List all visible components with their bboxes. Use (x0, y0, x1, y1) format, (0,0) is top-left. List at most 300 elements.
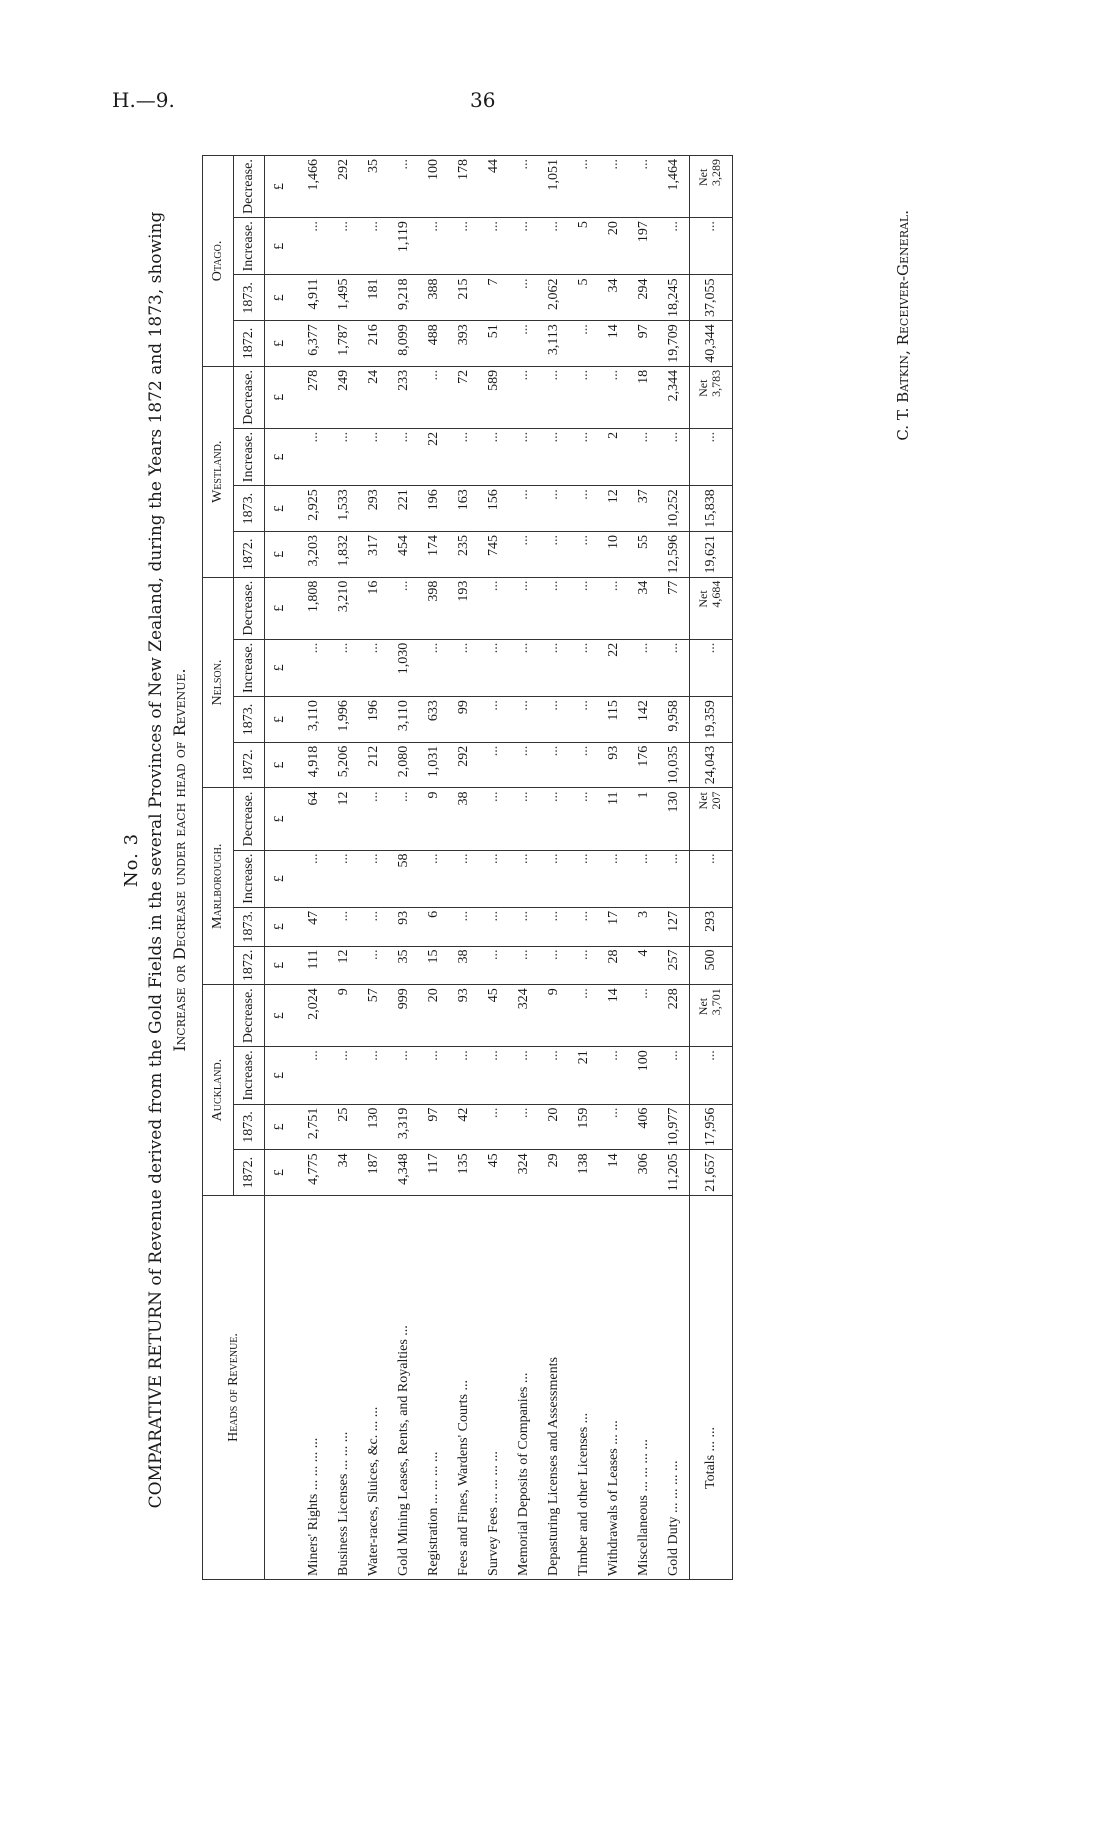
table-cell: 215 (449, 275, 479, 321)
table-cell: 12 (599, 486, 629, 532)
table-cell: ... (539, 531, 569, 577)
totals-cell: ... (690, 1047, 733, 1104)
table-cell: 9,218 (389, 275, 419, 321)
table-cell: 115 (599, 697, 629, 743)
page-number: 36 (470, 88, 496, 112)
table-cell: 197 (629, 218, 659, 275)
revenue-head: Timber and other Licenses ... (569, 1196, 599, 1580)
table-cell: 2,925 (295, 486, 329, 532)
totals-row (690, 156, 733, 1580)
table-cell: 174 (419, 531, 449, 577)
table-cell: ... (569, 639, 599, 696)
table-cell: 97 (419, 1104, 449, 1150)
unit-symbol: £ (265, 428, 296, 485)
net-total: Net 3,289 (696, 159, 723, 186)
table-cell: 51 (479, 321, 509, 367)
table-row (329, 156, 359, 1580)
unit-symbol: £ (265, 907, 296, 946)
table-cell: 11,205 (659, 1150, 690, 1196)
table-cell: ... (539, 907, 569, 946)
table-cell: 16 (359, 577, 389, 639)
table-row (509, 156, 539, 1580)
revenue-head: Fees and Fines, Wardens' Courts ... (449, 1196, 479, 1580)
table-cell: ... (479, 639, 509, 696)
table-cell: ... (479, 428, 509, 485)
table-cell: ... (569, 788, 599, 850)
table-cell: ... (449, 907, 479, 946)
table-cell: 3,210 (329, 577, 359, 639)
table-subtitle: Increase or Decrease under each head of Revenue. (170, 668, 189, 1052)
table-cell: ... (509, 788, 539, 850)
table-cell: 99 (449, 697, 479, 743)
table-cell: 20 (419, 985, 449, 1047)
table-cell: 4,775 (295, 1150, 329, 1196)
table-cell: ... (509, 366, 539, 428)
unit-symbol: £ (265, 321, 296, 367)
table-cell: 221 (389, 486, 419, 532)
province-header: Auckland. (203, 985, 234, 1196)
table-cell: 138 (569, 1150, 599, 1196)
table-cell: ... (389, 428, 419, 485)
table-cell: ... (539, 428, 569, 485)
year-column-header: 1872. (234, 531, 265, 577)
table-cell: ... (359, 639, 389, 696)
table-cell: 29 (539, 1150, 569, 1196)
table-cell: 1,119 (389, 218, 419, 275)
table-cell: 187 (359, 1150, 389, 1196)
table-cell: ... (539, 577, 569, 639)
table-cell: 398 (419, 577, 449, 639)
province-header: Westland. (203, 366, 234, 577)
table-cell: ... (599, 850, 629, 907)
table-cell: ... (629, 850, 659, 907)
table-cell: 393 (449, 321, 479, 367)
province-header: Marlborough. (203, 788, 234, 985)
table-cell: ... (329, 428, 359, 485)
page-ref: H.—9. (112, 88, 175, 112)
table-cell: 10,035 (659, 742, 690, 788)
table-cell: ... (329, 639, 359, 696)
year-column-header: 1873. (234, 1104, 265, 1150)
table-cell: 45 (479, 1150, 509, 1196)
year-column-header: Increase. (234, 1047, 265, 1104)
table-cell: 406 (629, 1104, 659, 1150)
table-cell: 163 (449, 486, 479, 532)
table-cell: 12 (329, 788, 359, 850)
totals-cell: 19,621 (690, 531, 733, 577)
table-cell: 292 (449, 742, 479, 788)
table-cell: 278 (295, 366, 329, 428)
table-cell: 1,495 (329, 275, 359, 321)
table-cell: ... (509, 275, 539, 321)
table-cell: ... (359, 1047, 389, 1104)
year-column-header: 1872. (234, 1150, 265, 1196)
table-cell: ... (295, 218, 329, 275)
table-cell: ... (659, 850, 690, 907)
table-cell: 1,808 (295, 577, 329, 639)
revenue-head: Water-races, Sluices, &c. ... ... (359, 1196, 389, 1580)
table-cell: 20 (599, 218, 629, 275)
totals-cell: 15,838 (690, 486, 733, 532)
table-cell: 2,344 (659, 366, 690, 428)
table-cell: 4,918 (295, 742, 329, 788)
table-cell: 64 (295, 788, 329, 850)
table-cell: ... (509, 946, 539, 985)
signature: C. T. Batkin, Receiver-General. (894, 210, 912, 441)
table-cell: 14 (599, 321, 629, 367)
table-cell: ... (539, 639, 569, 696)
table-cell: 19,709 (659, 321, 690, 367)
table-cell: 2,751 (295, 1104, 329, 1150)
table-cell: 35 (359, 156, 389, 218)
table-cell: ... (419, 1047, 449, 1104)
table-cell: 1,031 (419, 742, 449, 788)
year-column-header: 1872. (234, 321, 265, 367)
revenue-head: Gold Mining Leases, Rents, and Royalties ... (389, 1196, 419, 1580)
table-cell: 77 (659, 577, 690, 639)
table-cell: 14 (599, 985, 629, 1047)
table-cell: ... (509, 1047, 539, 1104)
totals-cell (690, 985, 733, 1047)
unit-symbol: £ (265, 946, 296, 985)
table-cell: 176 (629, 742, 659, 788)
table-row (569, 156, 599, 1580)
table-cell: 3,203 (295, 531, 329, 577)
table-cell: 4,348 (389, 1150, 419, 1196)
year-column-header: 1873. (234, 697, 265, 743)
heads-of-revenue-header: Heads of Revenue. (203, 1196, 265, 1580)
table-cell: ... (509, 742, 539, 788)
year-column-header: Decrease. (234, 788, 265, 850)
table-cell: 1,533 (329, 486, 359, 532)
table-cell: 235 (449, 531, 479, 577)
table-cell: ... (359, 850, 389, 907)
table-cell: ... (539, 366, 569, 428)
table-cell: 193 (449, 577, 479, 639)
table-cell: 34 (599, 275, 629, 321)
unit-symbol: £ (265, 218, 296, 275)
table-row (479, 156, 509, 1580)
table-cell: ... (599, 156, 629, 218)
table-cell: 130 (359, 1104, 389, 1150)
table-cell: 45 (479, 985, 509, 1047)
table-cell: 100 (419, 156, 449, 218)
table-cell: 42 (449, 1104, 479, 1150)
revenue-head: Memorial Deposits of Companies ... (509, 1196, 539, 1580)
table-cell: ... (569, 577, 599, 639)
table-cell: 3,319 (389, 1104, 419, 1150)
revenue-head: Survey Fees ... ... ... ... (479, 1196, 509, 1580)
table-cell: 1,787 (329, 321, 359, 367)
table-cell: 181 (359, 275, 389, 321)
totals-cell: 21,657 (690, 1150, 733, 1196)
table-cell: 35 (389, 946, 419, 985)
revenue-head: Registration ... ... ... ... (419, 1196, 449, 1580)
table-cell: 3,110 (295, 697, 329, 743)
table-cell: 6,377 (295, 321, 329, 367)
table-cell: ... (629, 156, 659, 218)
table-cell: 1,996 (329, 697, 359, 743)
table-cell: ... (479, 1047, 509, 1104)
year-column-header: Increase. (234, 850, 265, 907)
table-cell: 1,051 (539, 156, 569, 218)
table-cell: ... (569, 366, 599, 428)
revenue-head: Miners' Rights ... ... ... ... (295, 1196, 329, 1580)
table-cell: 488 (419, 321, 449, 367)
table-cell: 306 (629, 1150, 659, 1196)
table-row (359, 156, 389, 1580)
table-cell: 37 (629, 486, 659, 532)
table-row (389, 156, 419, 1580)
table-cell: 8,099 (389, 321, 419, 367)
table-cell: ... (659, 639, 690, 696)
totals-cell: 500 (690, 946, 733, 985)
table-cell: 44 (479, 156, 509, 218)
table-cell: 2,024 (295, 985, 329, 1047)
table-cell: 4 (629, 946, 659, 985)
table-cell: ... (359, 788, 389, 850)
table-cell: ... (479, 218, 509, 275)
table-cell: 216 (359, 321, 389, 367)
table-row (539, 156, 569, 1580)
table-cell: ... (509, 907, 539, 946)
table-cell: 292 (329, 156, 359, 218)
table-cell: 130 (659, 788, 690, 850)
table-cell: ... (509, 428, 539, 485)
table-cell: ... (419, 639, 449, 696)
table-cell: 21 (569, 1047, 599, 1104)
table-cell: ... (449, 428, 479, 485)
table-cell: 196 (359, 697, 389, 743)
totals-cell: ... (690, 218, 733, 275)
unit-symbol: £ (265, 1150, 296, 1196)
table-cell: 9 (419, 788, 449, 850)
table-cell: 1,832 (329, 531, 359, 577)
table-cell: 7 (479, 275, 509, 321)
table-cell: 999 (389, 985, 419, 1047)
table-cell: ... (359, 907, 389, 946)
table-cell: 57 (359, 985, 389, 1047)
table-cell: 20 (539, 1104, 569, 1150)
unit-symbol: £ (265, 275, 296, 321)
unit-symbol: £ (265, 531, 296, 577)
table-cell: ... (599, 366, 629, 428)
unit-symbol: £ (265, 850, 296, 907)
table-cell: 454 (389, 531, 419, 577)
table-cell: 159 (569, 1104, 599, 1150)
table-cell: ... (569, 321, 599, 367)
table-row (599, 156, 629, 1580)
table-cell: ... (479, 907, 509, 946)
totals-cell: ... (690, 428, 733, 485)
table-cell: 22 (599, 639, 629, 696)
table-cell: 388 (419, 275, 449, 321)
table-cell: ... (569, 907, 599, 946)
table-cell: 249 (329, 366, 359, 428)
table-cell: 745 (479, 531, 509, 577)
table-row (419, 156, 449, 1580)
table-cell: ... (329, 907, 359, 946)
unit-symbol: £ (265, 985, 296, 1047)
year-column-header: 1872. (234, 946, 265, 985)
totals-cell (690, 156, 733, 218)
table-cell: ... (599, 1104, 629, 1150)
table-cell: ... (629, 985, 659, 1047)
table-cell: ... (629, 639, 659, 696)
table-cell: 294 (629, 275, 659, 321)
table-cell: ... (449, 1047, 479, 1104)
table-cell: ... (419, 218, 449, 275)
table-cell: ... (569, 156, 599, 218)
table-cell: ... (295, 850, 329, 907)
table-cell: ... (569, 946, 599, 985)
table-cell: ... (295, 639, 329, 696)
table-cell: ... (479, 788, 509, 850)
unit-symbol: £ (265, 366, 296, 428)
table-cell: 25 (329, 1104, 359, 1150)
table-cell: 212 (359, 742, 389, 788)
table-cell: ... (509, 697, 539, 743)
totals-cell: 19,359 (690, 697, 733, 743)
totals-label: Totals ... ... (690, 1196, 733, 1580)
table-cell: ... (509, 531, 539, 577)
table-cell: 9 (329, 985, 359, 1047)
table-cell: ... (599, 1047, 629, 1104)
table-cell: 6 (419, 907, 449, 946)
table-cell: ... (509, 850, 539, 907)
table-cell: 28 (599, 946, 629, 985)
table-cell: 293 (359, 486, 389, 532)
table-cell: ... (479, 850, 509, 907)
table-cell: ... (659, 218, 690, 275)
table-cell: 9,958 (659, 697, 690, 743)
table-cell: ... (509, 639, 539, 696)
table-cell: ... (569, 985, 599, 1047)
revenue-head: Business Licenses ... ... ... (329, 1196, 359, 1580)
table-cell: ... (359, 218, 389, 275)
table-cell: 5 (569, 218, 599, 275)
totals-cell: 293 (690, 907, 733, 946)
unit-symbol: £ (265, 486, 296, 532)
table-cell: 633 (419, 697, 449, 743)
table-cell: 317 (359, 531, 389, 577)
totals-cell: ... (690, 850, 733, 907)
table-cell: ... (389, 156, 419, 218)
totals-cell (690, 577, 733, 639)
table-cell: ... (509, 486, 539, 532)
table-cell: 100 (629, 1047, 659, 1104)
table-cell: 34 (629, 577, 659, 639)
table-cell: 10,252 (659, 486, 690, 532)
revenue-table (202, 155, 733, 1580)
year-column-header: 1873. (234, 275, 265, 321)
table-cell: ... (569, 428, 599, 485)
table-cell: 2,080 (389, 742, 419, 788)
table-cell: 135 (449, 1150, 479, 1196)
table-cell: ... (539, 1047, 569, 1104)
table-cell: 3,113 (539, 321, 569, 367)
table-cell: ... (479, 577, 509, 639)
totals-cell: 24,043 (690, 742, 733, 788)
table-cell: 324 (509, 1150, 539, 1196)
table-cell: ... (569, 531, 599, 577)
net-total: Net 207 (696, 791, 723, 810)
revenue-head: Depasturing Licenses and Assessments (539, 1196, 569, 1580)
table-title: COMPARATIVE RETURN of Revenue derived from the Gold Fields in the several Provinces of New Zealand, during the Years 1872 and 1873, showing (146, 211, 166, 1509)
unit-symbol: £ (265, 1104, 296, 1150)
table-cell: 5,206 (329, 742, 359, 788)
table-cell: 93 (449, 985, 479, 1047)
table-cell: 178 (449, 156, 479, 218)
table-cell: 1 (629, 788, 659, 850)
net-total: Net 3,783 (696, 369, 723, 397)
table-cell: 93 (599, 742, 629, 788)
year-column-header: 1872. (234, 742, 265, 788)
table-cell: ... (659, 428, 690, 485)
table-cell: ... (359, 428, 389, 485)
table-cell: 3,110 (389, 697, 419, 743)
table-cell: 38 (449, 946, 479, 985)
table-cell: 10,977 (659, 1104, 690, 1150)
table-cell: 38 (449, 788, 479, 850)
table-cell: ... (539, 946, 569, 985)
table-cell: 3 (629, 907, 659, 946)
table-cell: ... (389, 1047, 419, 1104)
table-cell: ... (479, 697, 509, 743)
table-cell: 4,911 (295, 275, 329, 321)
table-cell: ... (539, 486, 569, 532)
table-cell: ... (659, 1047, 690, 1104)
table-cell: ... (359, 946, 389, 985)
table-cell: 257 (659, 946, 690, 985)
table-cell: 142 (629, 697, 659, 743)
province-header: Nelson. (203, 577, 234, 788)
table-cell: 47 (295, 907, 329, 946)
table-cell: ... (539, 850, 569, 907)
table-cell: ... (509, 156, 539, 218)
table-cell: 22 (419, 428, 449, 485)
table-cell: ... (419, 366, 449, 428)
unit-symbol: £ (265, 1047, 296, 1104)
table-cell: 18,245 (659, 275, 690, 321)
table-cell: 55 (629, 531, 659, 577)
table-cell: ... (539, 697, 569, 743)
table-cell: 10 (599, 531, 629, 577)
table-cell: 156 (479, 486, 509, 532)
table-cell: ... (389, 788, 419, 850)
table-cell: 97 (629, 321, 659, 367)
year-column-header: Increase. (234, 639, 265, 696)
year-column-header: Decrease. (234, 156, 265, 218)
table-row (659, 156, 690, 1580)
unit-symbol: £ (265, 788, 296, 850)
table-cell: 14 (599, 1150, 629, 1196)
table-row (295, 156, 329, 1580)
unit-row-label (265, 1196, 296, 1580)
table-cell: ... (629, 428, 659, 485)
table-cell: ... (539, 218, 569, 275)
unit-symbol: £ (265, 577, 296, 639)
totals-cell: ... (690, 639, 733, 696)
table-cell: ... (599, 577, 629, 639)
table-cell: 196 (419, 486, 449, 532)
table-cell: ... (329, 218, 359, 275)
table-cell: 58 (389, 850, 419, 907)
table-cell: 12,596 (659, 531, 690, 577)
table-cell: ... (539, 788, 569, 850)
table-cell: ... (295, 1047, 329, 1104)
year-column-header: Increase. (234, 218, 265, 275)
